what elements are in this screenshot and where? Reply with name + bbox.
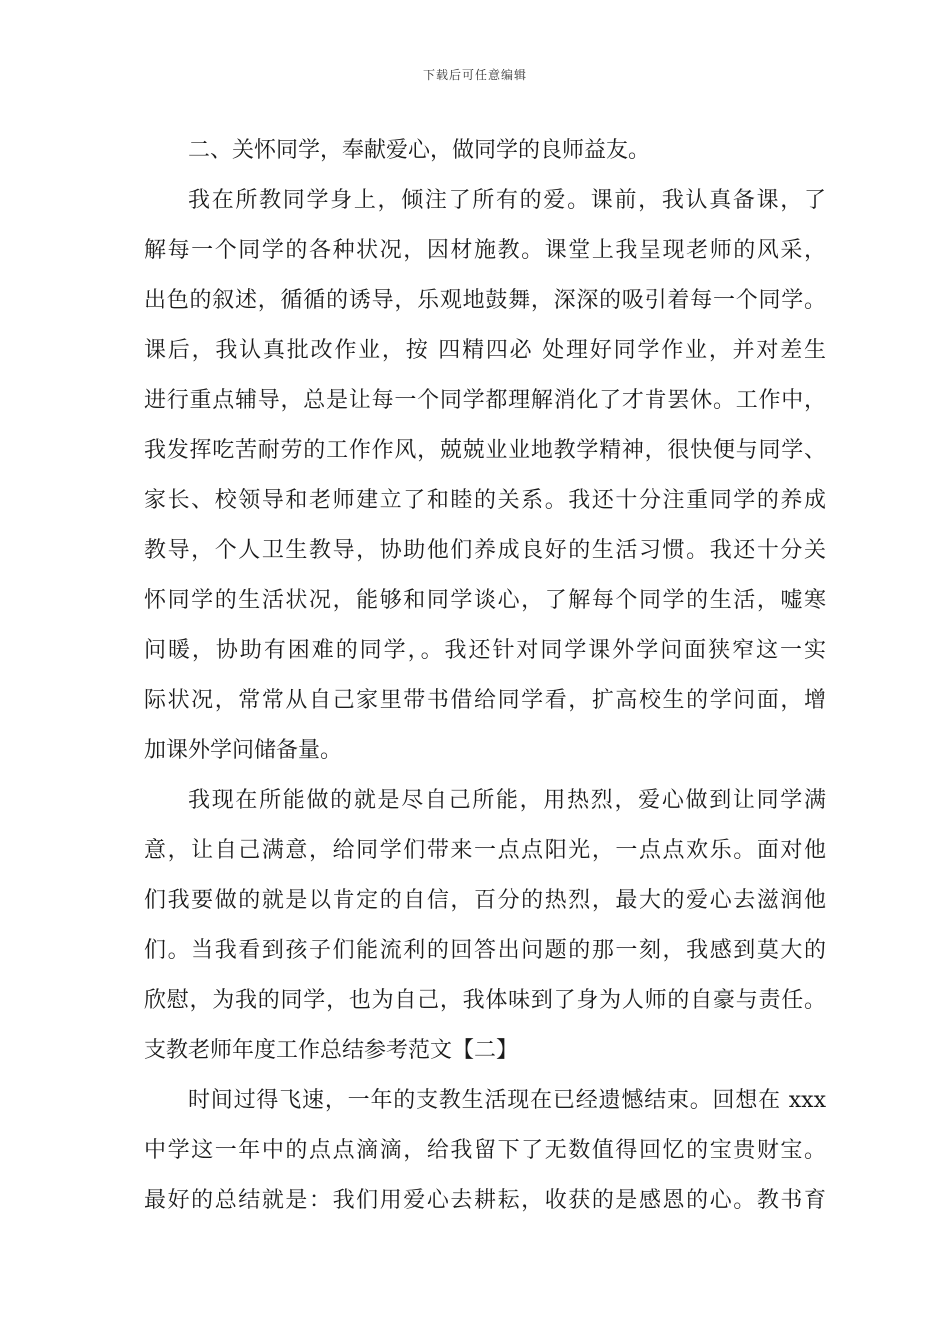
page-header: 下载后可任意编辑 bbox=[422, 68, 527, 82]
text-line: 问暖，协助有困难的同学，。我还针对同学课外学问面狭窄这一实 bbox=[144, 638, 826, 663]
text-line: 最好的总结就是：我们用爱心去耕耘，收获的是感恩的心。教书育 bbox=[144, 1188, 826, 1213]
text-line: 家长、校领导和老师建立了和睦的关系。我还十分注重同学的养成 bbox=[144, 488, 826, 513]
text-line: 时间过得飞速，一年的支教生活现在已经遗憾结束。回想在 xxx bbox=[188, 1088, 826, 1113]
text-line: 际状况，常常从自己家里带书借给同学看，扩高校生的学问面，增 bbox=[144, 688, 826, 713]
text-line: 解每一个同学的各种状况，因材施教。课堂上我呈现老师的风采， bbox=[144, 238, 826, 263]
text-line: 支教老师年度工作总结参考范文【二】 bbox=[144, 1038, 519, 1063]
text-line: 欣慰，为我的同学，也为自己，我体味到了身为人师的自豪与责任。 bbox=[144, 988, 826, 1013]
text-line: 们我要做的就是以肯定的自信，百分的热烈，最大的爱心去滋润他 bbox=[144, 888, 826, 913]
text-line: 我在所教同学身上，倾注了所有的爱。课前，我认真备课，了 bbox=[188, 188, 826, 213]
text-line: 们。当我看到孩子们能流利的回答出问题的那一刻，我感到莫大的 bbox=[144, 938, 826, 963]
text-line: 加课外学问储备量。 bbox=[144, 738, 343, 763]
text-line: 出色的叙述，循循的诱导，乐观地鼓舞，深深的吸引着每一个同学。 bbox=[144, 288, 826, 313]
text-line: 意，让自己满意，给同学们带来一点点阳光，一点点欢乐。面对他 bbox=[144, 838, 826, 863]
text-line: 我发挥吃苦耐劳的工作作风，兢兢业业地教学精神，很快便与同学、 bbox=[144, 438, 826, 463]
text-line: 中学这一年中的点点滴滴，给我留下了无数值得回忆的宝贵财宝。 bbox=[144, 1138, 826, 1163]
text-line: 进行重点辅导，总是让每一个同学都理解消化了才肯罢休。工作中， bbox=[144, 388, 826, 413]
text-line: 二、关怀同学，奉献爱心，做同学的良师益友。 bbox=[188, 138, 651, 163]
document-body bbox=[144, 126, 826, 1226]
text-line: 教导，个人卫生教导，协助他们养成良好的生活习惯。我还十分关 bbox=[144, 538, 826, 563]
text-line: 课后，我认真批改作业，按 四精四必 处理好同学作业，并对差生 bbox=[144, 338, 826, 363]
text-line: 我现在所能做的就是尽自己所能，用热烈，爱心做到让同学满 bbox=[188, 788, 826, 813]
text-line: 怀同学的生活状况，能够和同学谈心，了解每个同学的生活，嘘寒 bbox=[144, 588, 826, 613]
